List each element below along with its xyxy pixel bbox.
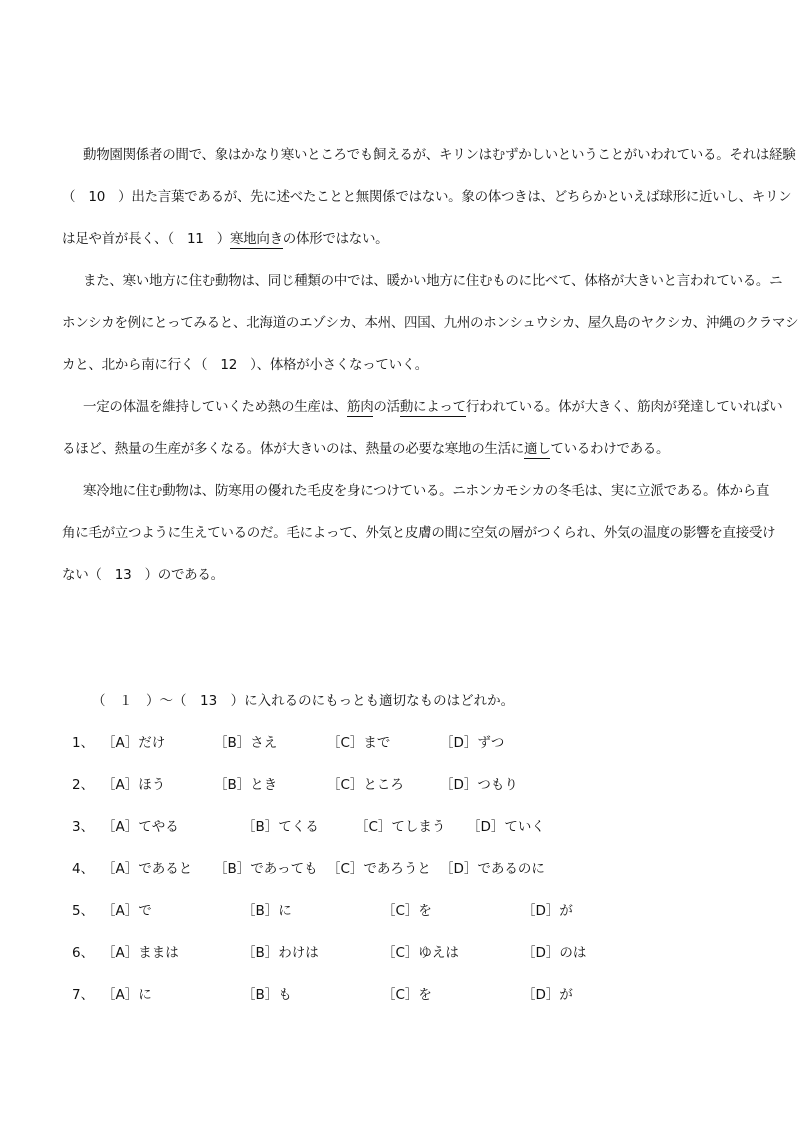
passage-line: 寒冷地に住む動物は、防寒用の優れた毛皮を身につけている。ニホンカモシカの冬毛は、実に立派である。体から直 — [83, 483, 770, 499]
question-number: 1、 — [72, 735, 95, 751]
answer-option[interactable]: ［C］を — [382, 903, 432, 919]
answer-option[interactable]: ［C］ゆえは — [382, 945, 459, 961]
passage-line: また、寒い地方に住む動物は、同じ種類の中では、暖かい地方に住むものに比べて、体格が大きいと言われている。ニ — [83, 273, 783, 289]
answer-option[interactable]: ［B］わけは — [242, 945, 319, 961]
question-number: 2、 — [72, 777, 95, 793]
underlined-phrase: 適し — [524, 441, 551, 457]
question-number: 4、 — [72, 861, 95, 877]
question-item — [62, 856, 740, 898]
answer-option[interactable]: ［D］ずつ — [440, 735, 505, 751]
answer-option[interactable]: ［C］てしまう — [355, 819, 446, 835]
answer-option[interactable]: ［D］のは — [522, 945, 587, 961]
question-item — [62, 898, 740, 940]
answer-option[interactable]: ［D］が — [522, 903, 573, 919]
question-item — [62, 772, 740, 814]
passage-line: 一定の体温を維持していくため熱の生産は、筋肉の活動によって行われている。体が大きく、筋肉が発達していればい — [83, 399, 783, 415]
answer-option[interactable]: ［A］で — [102, 903, 152, 919]
answer-option[interactable]: ［C］であろうと — [327, 861, 431, 877]
answer-option[interactable]: ［B］とき — [214, 777, 278, 793]
answer-option[interactable]: ［A］ほう — [102, 777, 166, 793]
question-block — [62, 688, 740, 1024]
underlined-phrase: 筋肉 — [347, 399, 374, 415]
answer-option[interactable]: ［B］であっても — [214, 861, 318, 877]
answer-option[interactable]: ［C］ところ — [327, 777, 404, 793]
passage-line: （ 10 ）出た言葉であるが、先に述べたことと無関係ではない。象の体つきは、どちらかといえば球形に近いし、キリン — [62, 189, 792, 205]
answer-option[interactable]: ［A］に — [102, 987, 152, 1003]
question-item — [62, 730, 740, 772]
answer-option[interactable]: ［B］に — [242, 903, 292, 919]
answer-option[interactable]: ［D］であるのに — [440, 861, 545, 877]
answer-option[interactable]: ［C］まで — [327, 735, 391, 751]
underlined-phrase: 動によって — [399, 399, 466, 415]
answer-option[interactable]: ［D］ていく — [467, 819, 545, 835]
answer-option[interactable]: ［C］を — [382, 987, 432, 1003]
passage-line: は足や首が長く、（ 11 ）寒地向きの体形ではない。 — [62, 231, 389, 247]
passage-line: ホンシカを例にとってみると、北海道のエゾシカ、本州、四国、九州のホンシュウシカ、屋久島のヤクシカ、沖縄のクラマシ — [62, 315, 799, 331]
passage-line: カと、北から南に行く（ 12 ）、体格が小さくなっていく。 — [62, 357, 428, 373]
question-item — [62, 814, 740, 856]
answer-option[interactable]: ［A］ままは — [102, 945, 179, 961]
reading-passage — [62, 142, 799, 604]
answer-option[interactable]: ［B］てくる — [242, 819, 319, 835]
passage-line: 動物園関係者の間で、象はかなり寒いところでも飼えるが、キリンはむずかしいということがいわれている。それは経験 — [83, 147, 796, 163]
question-items — [62, 730, 740, 1024]
answer-option[interactable]: ［A］であると — [102, 861, 193, 877]
question-stem: （ １ ）～（ 13 ）に入れるのにもっとも適切なものはどれか。 — [92, 693, 515, 709]
question-item — [62, 982, 740, 1024]
answer-option[interactable]: ［D］つもり — [440, 777, 518, 793]
answer-option[interactable]: ［B］も — [242, 987, 292, 1003]
answer-option[interactable]: ［A］てやる — [102, 819, 179, 835]
answer-option[interactable]: ［B］さえ — [214, 735, 278, 751]
passage-line: るほど、熱量の生産が多くなる。体が大きいのは、熱量の必要な寒地の生活に適しているわけである。 — [62, 441, 670, 457]
question-number: 6、 — [72, 945, 95, 961]
passage-line: ない（ 13 ）のである。 — [62, 567, 224, 583]
passage-line: 角に毛が立つように生えているのだ。毛によって、外気と皮膚の間に空気の層がつくられ、外気の温度の影響を直接受け — [62, 525, 776, 541]
question-item — [62, 940, 740, 982]
underlined-phrase: 寒地向き — [229, 231, 283, 247]
answer-option[interactable]: ［D］が — [522, 987, 573, 1003]
answer-option[interactable]: ［A］だけ — [102, 735, 166, 751]
question-number: 3、 — [72, 819, 95, 835]
question-number: 5、 — [72, 903, 95, 919]
question-number: 7、 — [72, 987, 95, 1003]
